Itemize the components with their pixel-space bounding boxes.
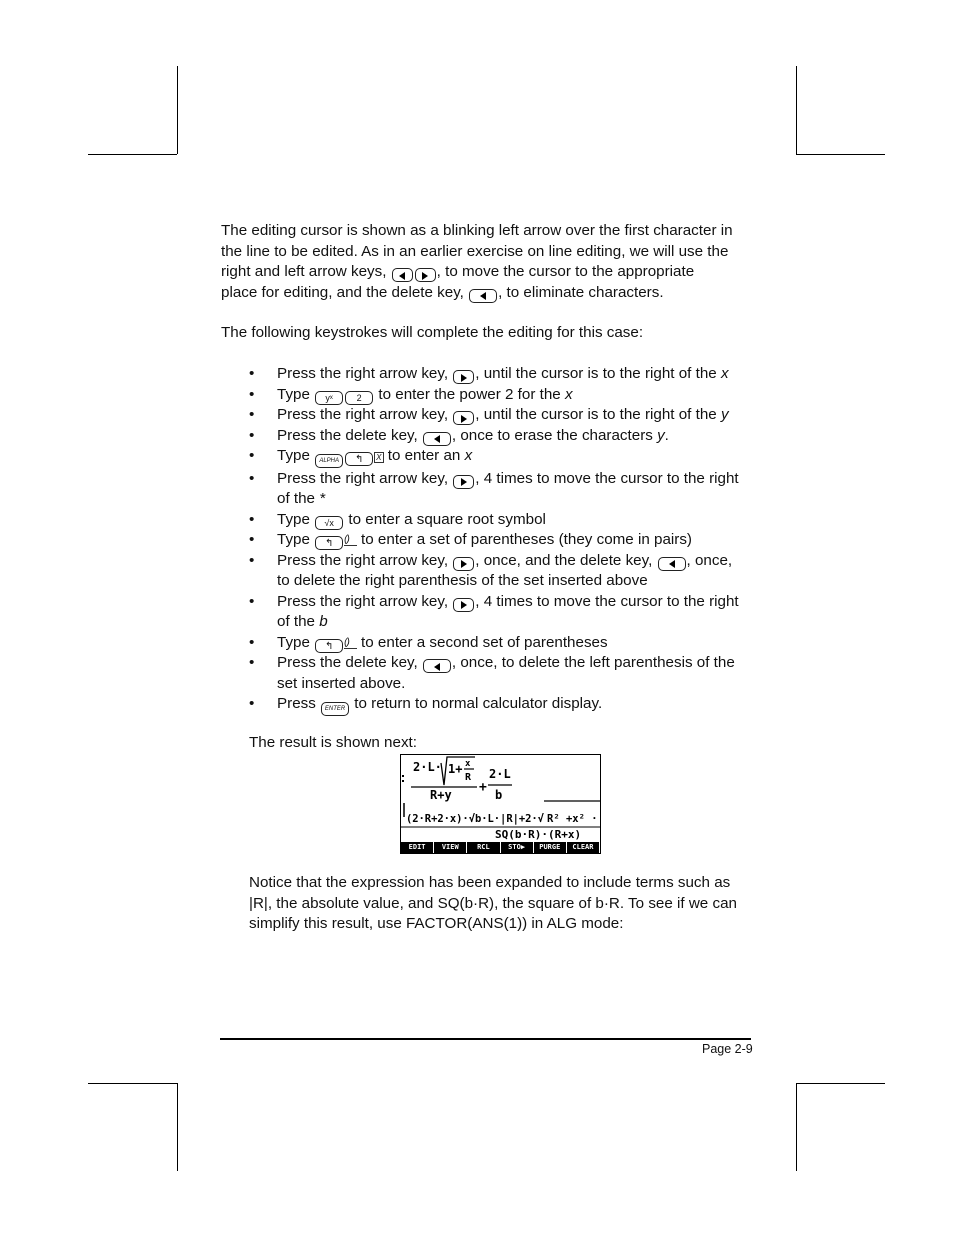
num2: 2·L: [489, 767, 511, 781]
xfrac-num: x: [465, 759, 471, 769]
intro-line-4-end: , to eliminate characters.: [498, 283, 664, 301]
bullet-glyph: •: [249, 531, 255, 548]
softkey-view[interactable]: VIEW: [434, 842, 467, 853]
result-label: The result is shown next:: [249, 734, 417, 751]
softkey-rcl[interactable]: RCL: [467, 842, 500, 853]
crop-mark: [796, 1083, 885, 1084]
item-text: , until the cursor is to the right of the: [475, 406, 721, 423]
item-text: of the: [277, 490, 320, 507]
crop-mark: [796, 66, 797, 154]
delete-key-icon: [423, 432, 451, 446]
line2: (2·R+2·x)·√b·L·|R|+2·√: [406, 813, 544, 825]
left-shift-key-icon: ↰: [345, 452, 373, 466]
softkey-clear[interactable]: CLEAR: [567, 842, 600, 853]
left-arrow-key-icon: [392, 268, 413, 282]
intro-line-2: the line to be edited. As in an earlier exercise on line editing, we will use the: [221, 242, 729, 260]
item-text: Type: [277, 385, 315, 403]
item-text: , once, and the delete key,: [475, 551, 657, 569]
crop-mark: [88, 154, 177, 155]
item-text: Type: [277, 633, 315, 651]
screen-expression: [401, 755, 600, 841]
crop-mark: [796, 1083, 797, 1171]
list-item: [249, 469, 769, 510]
item-text: Press the right arrow key,: [277, 551, 453, 569]
item-text: to delete the right parenthesis of the set inserted above: [277, 572, 648, 589]
calculator-screen: [400, 754, 601, 854]
list-item: • Press the delete key, , once to erase the characters y.: [249, 426, 769, 447]
softkey-sto[interactable]: STO▶: [501, 842, 534, 853]
list-item: [249, 694, 769, 716]
keystroke-list: [249, 364, 769, 716]
item-text: to return to normal calculator display.: [350, 695, 603, 712]
intro-line-4-start: place for editing, and the delete key,: [221, 283, 469, 301]
item-text: Press the delete key,: [277, 426, 422, 444]
item-text: , once, to delete the left parenthesis of the: [451, 654, 735, 671]
bullet-glyph: •: [249, 654, 255, 671]
item-text: Press the right arrow key,: [277, 365, 453, 382]
item-text: Press the right arrow key,: [277, 406, 453, 423]
item-text: to enter a set of parentheses (they come in pairs): [356, 531, 692, 548]
item-text: to enter a second set of parentheses: [356, 633, 608, 651]
sqrt-key-icon: √x: [315, 516, 343, 530]
alpha-key-icon: ALPHA: [315, 454, 343, 468]
item-text: , once,: [686, 551, 733, 569]
delete-key-icon: [469, 289, 497, 303]
left-shift-key-icon: ↰: [315, 639, 343, 653]
line3: SQ(b·R)·(R+x): [495, 828, 582, 841]
item-variable: x: [464, 447, 473, 464]
notice-line-3: simplify this result, use FACTOR(ANS(1)) in ALG mode:: [249, 915, 624, 932]
bullet-glyph: •: [249, 551, 255, 569]
item-variable: *: [319, 490, 326, 507]
crop-mark: [796, 154, 885, 155]
enter-key-icon: ENTER: [321, 702, 349, 716]
item-text: Type: [277, 531, 315, 548]
softkey-bar: [401, 842, 600, 853]
paren-label: (): [344, 534, 357, 546]
bullet-glyph: •: [249, 406, 255, 423]
following-text: The following keystrokes will complete the editing for this case:: [221, 324, 644, 341]
paren-label: (): [344, 637, 357, 649]
intro-line-1: The editing cursor is shown as a blinking left arrow over the first character in: [221, 222, 733, 239]
item-text: Press: [277, 695, 321, 712]
footer-rule: [220, 1038, 751, 1040]
bullet-glyph: •: [249, 592, 255, 610]
notice-paragraph: [249, 873, 769, 935]
bullet-glyph: •: [249, 385, 255, 403]
item-text: Press the delete key,: [277, 654, 422, 671]
parentheses-key-icon: [344, 637, 357, 649]
left-shift-key-icon: ↰: [315, 536, 343, 550]
delete-key-icon: [658, 557, 686, 571]
parentheses-key-icon: [344, 534, 357, 546]
list-item: [249, 364, 769, 385]
notice-line-1: Notice that the expression has been expanded to include terms such as: [249, 874, 731, 891]
item-variable: b: [319, 613, 328, 630]
num1b: 1+: [448, 762, 463, 776]
bullet-glyph: •: [249, 447, 255, 464]
den2: b: [495, 788, 503, 802]
item-text: set inserted above.: [277, 674, 406, 692]
list-item: [249, 530, 769, 551]
right-arrow-key-icon: [453, 370, 474, 384]
item-text: to enter a square root symbol: [344, 510, 546, 528]
plus: +: [479, 780, 487, 795]
intro-line-3-start: right and left arrow keys,: [221, 263, 391, 280]
item-text: of the: [277, 613, 320, 630]
item-variable: x: [720, 365, 729, 382]
den1: R+y: [430, 788, 452, 802]
bullet-glyph: •: [249, 365, 255, 382]
bullet-glyph: •: [249, 469, 255, 487]
item-text: to enter an: [383, 447, 465, 464]
crop-mark: [177, 66, 178, 154]
item-text: , 4 times to move the cursor to the right: [475, 592, 739, 610]
bullet-glyph: •: [249, 426, 255, 444]
item-text: Press the right arrow key,: [277, 592, 453, 610]
list-item: [249, 653, 769, 694]
page-number: Page 2-9: [702, 1042, 753, 1056]
right-arrow-key-icon: [453, 598, 474, 612]
right-arrow-key-icon: [453, 411, 474, 425]
list-item: [249, 510, 769, 531]
x-key-icon: X: [376, 453, 382, 462]
bullet-glyph: •: [249, 633, 255, 651]
softkey-edit[interactable]: EDIT: [401, 842, 434, 853]
item-variable: y: [657, 426, 665, 444]
delete-key-icon: [423, 659, 451, 673]
item-text: to enter the power 2 for the: [374, 385, 565, 403]
right-arrow-key-icon: [453, 557, 474, 571]
intro-line-3: [221, 262, 761, 283]
crop-mark: [177, 1083, 178, 1171]
power-key-icon: yˣ: [315, 391, 343, 405]
num1: 2·L·: [413, 760, 442, 774]
item-text: , 4 times to move the cursor to the right: [475, 469, 739, 487]
list-item: [249, 385, 769, 406]
intro-line-3-end: , to move the cursor to the appropriate: [436, 263, 695, 280]
item-variable: x: [564, 385, 573, 403]
intro-paragraph: [221, 221, 761, 303]
list-item: [249, 446, 769, 469]
softkey-purge[interactable]: PURGE: [534, 842, 567, 853]
item-text: Type: [277, 447, 315, 464]
item-text: , once to erase the characters: [451, 426, 658, 444]
bullet-glyph: •: [249, 695, 255, 712]
xfrac-den: R: [465, 772, 472, 783]
list-item: [249, 633, 769, 654]
list-item: [249, 405, 769, 426]
bullet-glyph: •: [249, 510, 255, 528]
item-variable: y: [720, 406, 729, 423]
item-text: Press the right arrow key,: [277, 469, 453, 487]
list-item: [249, 551, 769, 592]
notice-line-2: |R|, the absolute value, and SQ(b·R), the square of b·R. To see if we can: [249, 894, 737, 912]
list-item: [249, 592, 769, 633]
two-key-icon: 2: [345, 391, 373, 405]
crop-mark: [88, 1083, 177, 1084]
intro-line-4: [221, 283, 761, 304]
right-arrow-key-icon: [415, 268, 436, 282]
item-text: , until the cursor is to the right of the: [475, 365, 721, 382]
line2b: R² +x² ·: [547, 813, 598, 825]
right-arrow-key-icon: [453, 475, 474, 489]
item-text: Type: [277, 510, 315, 528]
